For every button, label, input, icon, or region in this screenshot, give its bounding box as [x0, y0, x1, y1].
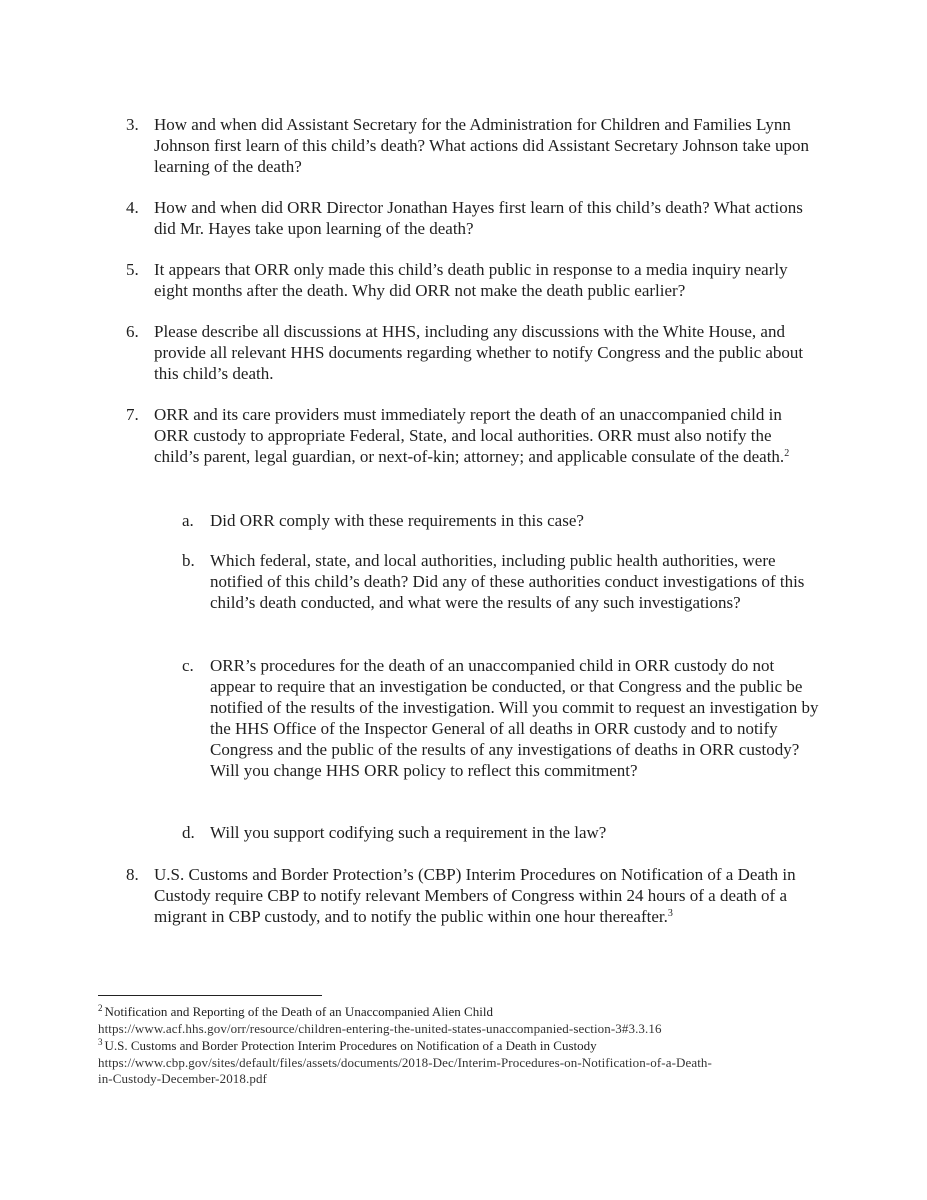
- footnote-divider: [98, 995, 322, 996]
- question-text: It appears that ORR only made this child’s death public in response to a media inquiry nearly eight months after the death. Why did ORR not make the death public earlier?: [154, 260, 788, 300]
- question-number: 4.: [126, 198, 139, 217]
- footnote-url-line-2: in-Custody-December-2018.pdf: [98, 1071, 267, 1086]
- question-body: U.S. Customs and Border Protection’s (CBP) Interim Procedures on Notification of a Death in Custody require CBP to notify relevant Members of Congress within 24 hours of a death of a migrant in CBP custody, and to notify the public within one hour thereafter.: [154, 865, 796, 926]
- question-6: [120, 321, 820, 384]
- question-text: Please describe all discussions at HHS, including any discussions with the White House, and provide all relevant HHS documents regarding whether to notify Congress and the public about this child’s death.: [154, 322, 804, 383]
- subquestion-7a: [180, 510, 820, 531]
- question-number: 7.: [126, 405, 139, 424]
- question-7: [120, 404, 820, 467]
- subquestion-text: Will you support codifying such a requirement in the law?: [210, 823, 607, 842]
- footnote-2: [98, 1004, 818, 1037]
- subquestion-letter: d.: [182, 823, 195, 842]
- subquestion-letter: b.: [182, 551, 195, 570]
- footnote-title-line: [98, 1004, 818, 1021]
- footnote-marker: 3: [98, 1037, 103, 1047]
- footnote-title-line: [98, 1038, 818, 1055]
- question-number: 6.: [126, 322, 139, 341]
- question-number: 8.: [126, 865, 139, 884]
- question-text: [154, 404, 820, 467]
- subquestion-7c: [180, 655, 820, 781]
- footnote-title: U.S. Customs and Border Protection Interim Procedures on Notification of a Death in Custody: [104, 1038, 597, 1053]
- subquestion-letter: c.: [182, 656, 194, 675]
- question-4: [120, 197, 820, 239]
- footnote-url: https://www.acf.hhs.gov/orr/resource/children-entering-the-united-states-unaccompanied-section-3#3.3.16: [98, 1021, 662, 1036]
- question-body: ORR and its care providers must immediately report the death of an unaccompanied child in ORR custody to appropriate Federal, State, and local authorities. ORR must also notify the child’s parent, legal guardian, or next-of-kin; attorney; and applicable consulate of the death.: [154, 405, 785, 466]
- question-text: How and when did Assistant Secretary for the Administration for Children and Families Lynn Johnson first learn of this child’s death? What actions did Assistant Secretary Johnson take upon learning of the death?: [154, 115, 810, 176]
- subquestion-text: Did ORR comply with these requirements in this case?: [210, 511, 584, 530]
- footnote-3: [98, 1038, 818, 1087]
- question-5: [120, 259, 820, 301]
- footnote-title: Notification and Reporting of the Death of an Unaccompanied Alien Child: [104, 1004, 493, 1019]
- subquestion-7b: [180, 550, 820, 613]
- question-number: 3.: [126, 115, 139, 134]
- footnote-ref: 3: [667, 908, 673, 919]
- footnote-url-line-1: https://www.cbp.gov/sites/default/files/assets/documents/2018-Dec/Interim-Procedures-on-Notification-of-a-Death-: [98, 1055, 712, 1070]
- question-number: 5.: [126, 260, 139, 279]
- footnote-ref: 2: [784, 448, 790, 459]
- question-3: [120, 114, 820, 177]
- question-text: How and when did ORR Director Jonathan Hayes first learn of this child’s death? What actions did Mr. Hayes take upon learning of the death?: [154, 198, 803, 238]
- subquestion-7d: [180, 822, 820, 843]
- question-8: [120, 864, 820, 927]
- footnote-marker: 2: [98, 1003, 103, 1013]
- subquestion-text: Which federal, state, and local authorities, including public health authorities, were notified of this child’s death? Did any of these authorities conduct investigations of this child’s death conducted, and what were the results of any such investigations?: [210, 551, 805, 612]
- subquestion-letter: a.: [182, 511, 194, 530]
- question-text: [154, 864, 820, 927]
- subquestion-text: ORR’s procedures for the death of an unaccompanied child in ORR custody do not appear to require that an investigation be conducted, or that Congress and the public be notified of the results of the investigation. Will you commit to request an investigation by the HHS Office of the Inspector General of all deaths in ORR custody and to notify Congress and the public of the results of any investigations of deaths in ORR custody? Will you change HHS ORR policy to reflect this commitment?: [210, 656, 819, 780]
